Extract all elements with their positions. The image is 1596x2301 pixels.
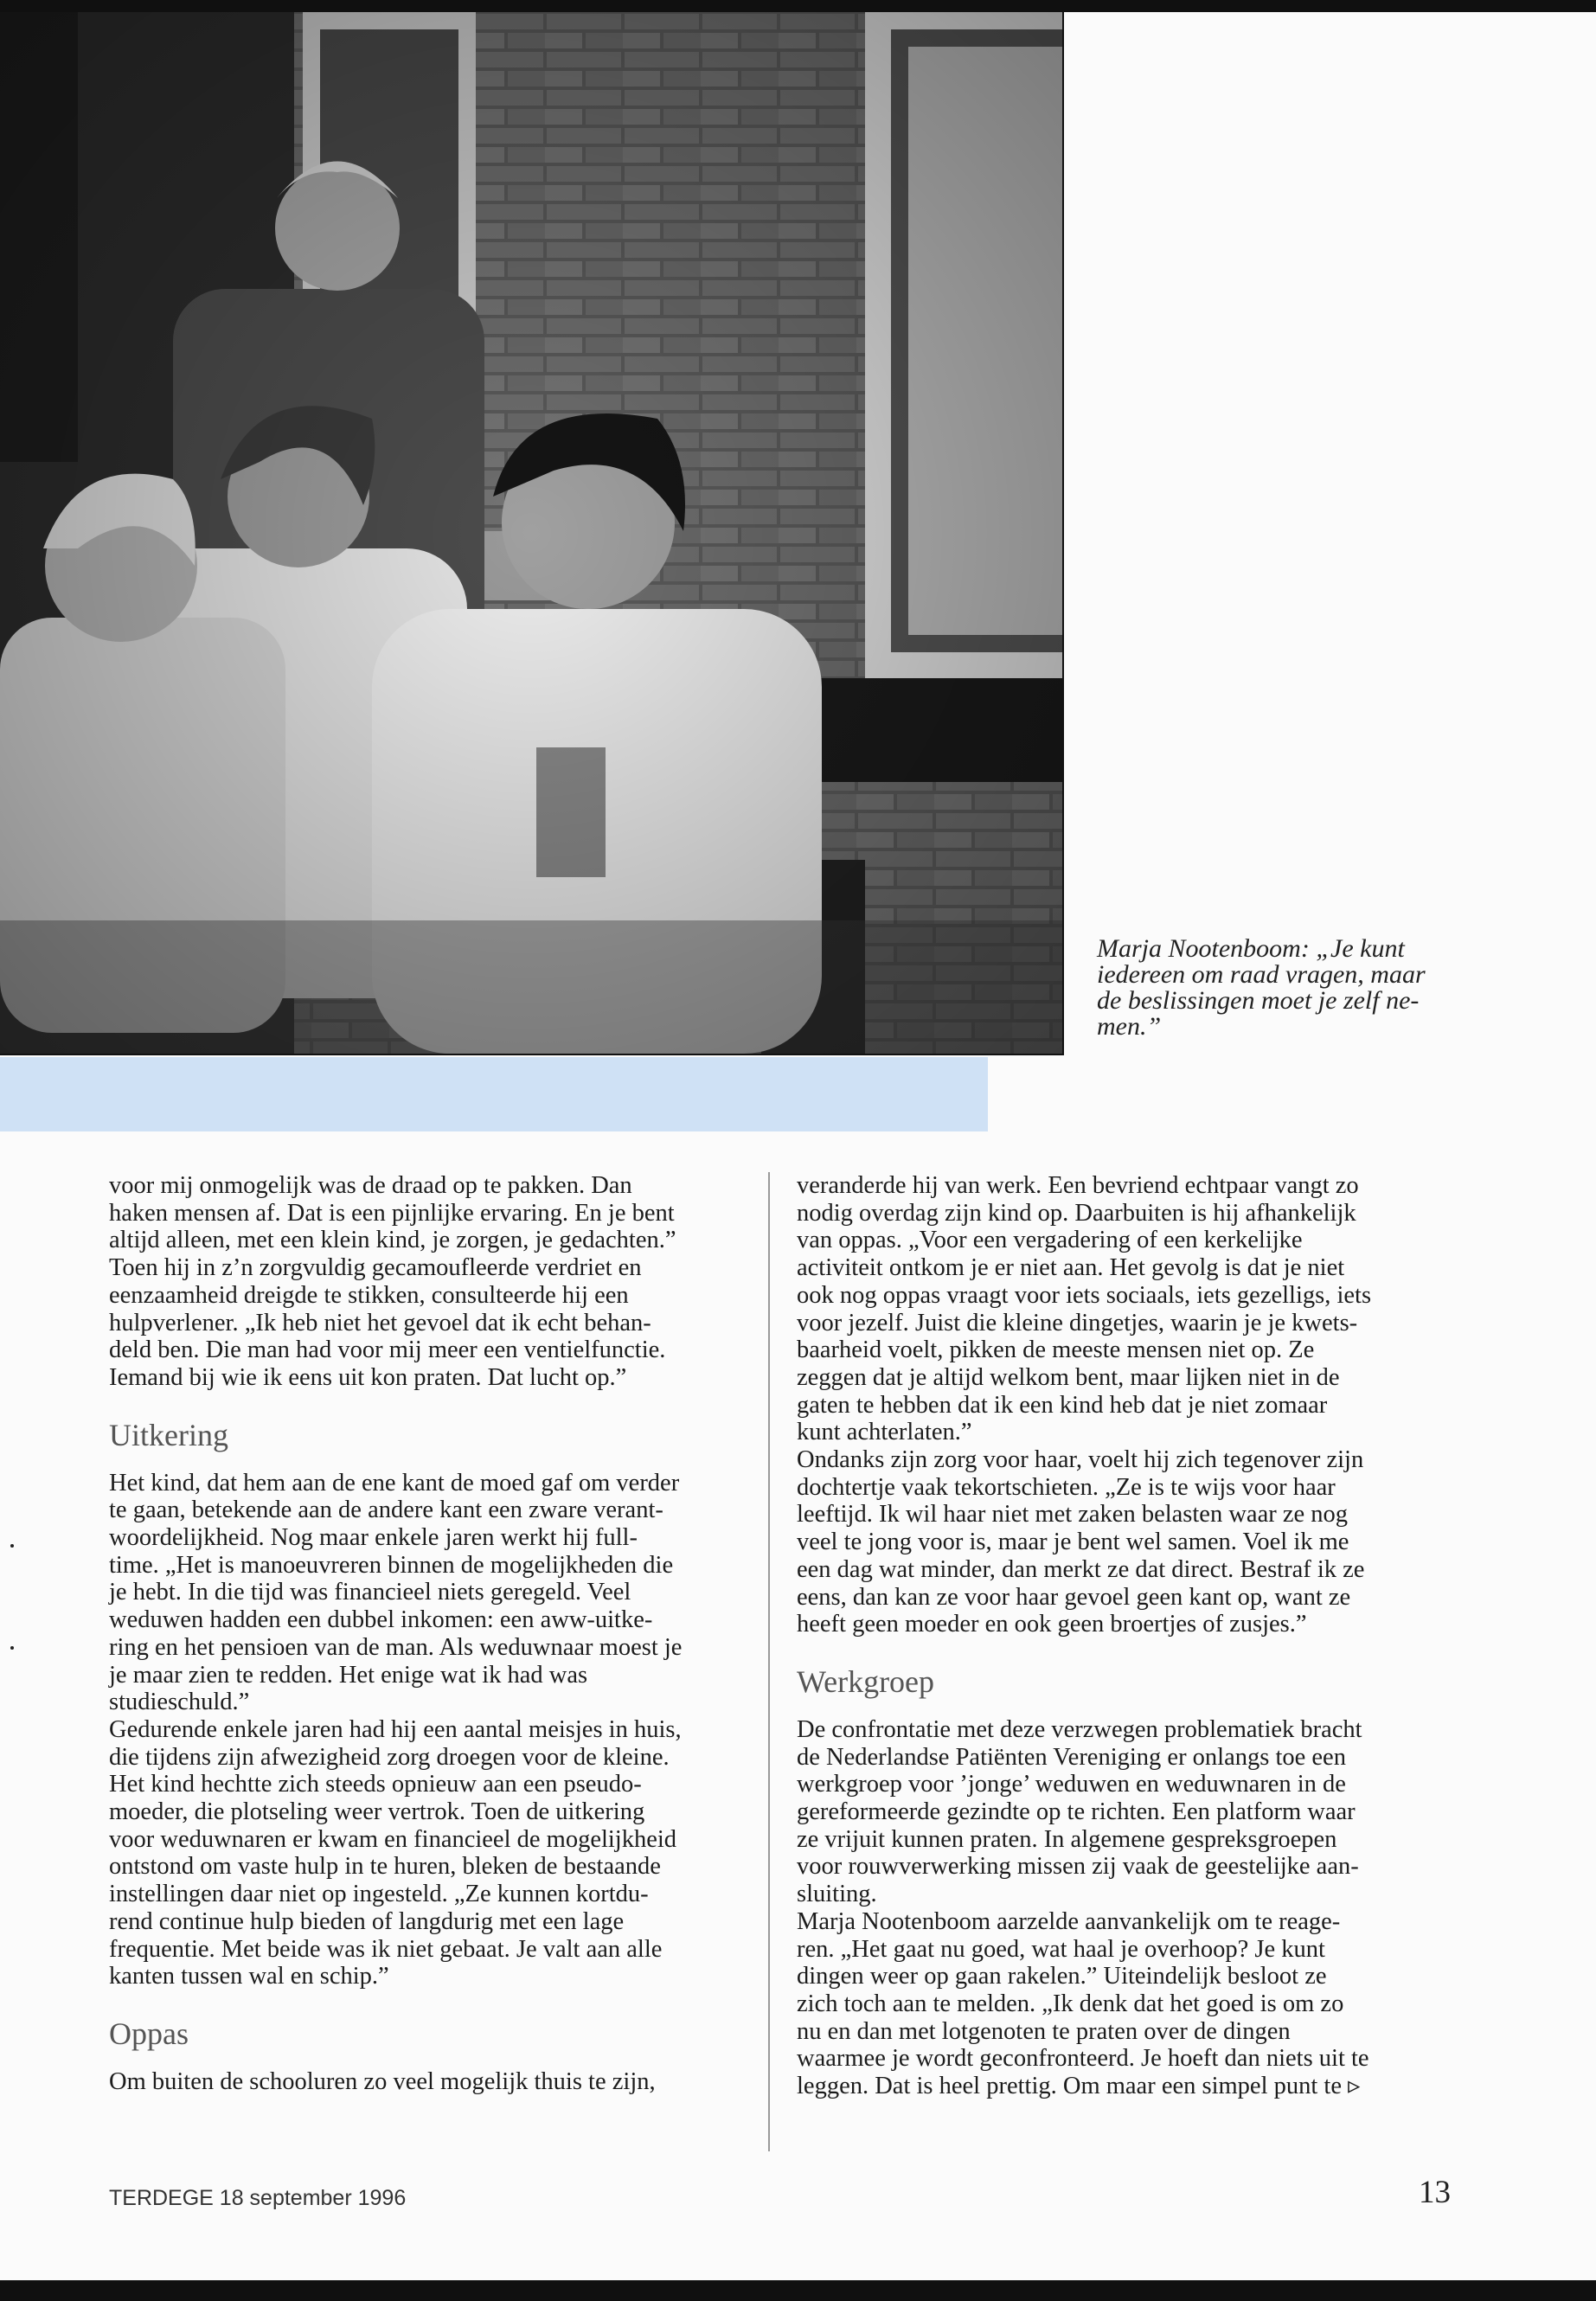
photo-caption [1097, 936, 1477, 1040]
text-line: je hebt. In die tijd was financieel niets geregeld. Veel [109, 1579, 631, 1606]
margin-mark [10, 1544, 14, 1548]
article-paragraph [797, 1716, 1437, 1908]
article-paragraph [109, 1716, 749, 1990]
text-line: eens, dan kan ze voor haar gevoel geen kant op, want ze [797, 1583, 1351, 1611]
text-line: baarheid voelt, pikken de meeste mensen niet op. Ze [797, 1336, 1315, 1364]
page-number: 13 [1419, 2175, 1451, 2210]
family-photo-illustration [0, 12, 1062, 1054]
text-line: van oppas. „Voor een vergadering of een kerkelijke [797, 1227, 1303, 1254]
text-line: altijd alleen, met een klein kind, je zorgen, je gedachten.” [109, 1227, 676, 1254]
text-line: ontstond om vaste hulp in te huren, bleken de bestaande [109, 1853, 661, 1881]
text-line: eenzaamheid dreigde te stikken, consulteerde hij een [109, 1281, 629, 1309]
text-line: hulpverlener. „Ik heb niet het gevoel dat ik echt behan- [109, 1309, 651, 1336]
text-line: Ondanks zijn zorg voor haar, voelt hij zich tegenover zijn [797, 1446, 1364, 1474]
caption-line: men.” [1097, 1012, 1162, 1041]
text-line: Iemand bij wie ik eens uit kon praten. Dat lucht op.” [109, 1363, 627, 1391]
text-line: veranderde hij van werk. Een bevriend echtpaar vangt zo [797, 1172, 1359, 1199]
text-line: leggen. Dat is heel prettig. Om maar een simpel punt te ▹ [797, 2073, 1361, 2100]
text-line: dochtertje vaak tekortschieten. „Ze is te wijs voor haar [797, 1473, 1336, 1501]
text-line: Gedurende enkele jaren had hij een aantal meisjes in huis, [109, 1715, 682, 1743]
text-line: gaten te hebben dat ik een kind heb dat je niet zomaar [797, 1391, 1328, 1419]
text-line: zich toch aan te melden. „Ik denk dat het goed is om zo [797, 1990, 1344, 2017]
article-paragraph [109, 1172, 749, 1392]
article-column-left [109, 1172, 749, 2096]
text-line: ring en het pensioen van de man. Als weduwnaar moest je [109, 1633, 683, 1661]
text-line: een dag wat minder, dan merkt ze dat direct. Bestraf ik ze [797, 1555, 1365, 1583]
text-line: moeder, die plotseling weer vertrok. Toen de uitkering [109, 1798, 645, 1826]
text-line: heeft geen moeder en ook geen broertjes of zusjes.” [797, 1611, 1307, 1638]
family-photo [0, 12, 1064, 1055]
text-line: haken mensen af. Dat is een pijnlijke ervaring. En je bent [109, 1199, 675, 1227]
text-line: nu en dan met lotgenoten te praten over de dingen [797, 2017, 1291, 2045]
margin-mark [10, 1646, 14, 1650]
text-line: Marja Nootenboom aarzelde aanvankelijk om te reage- [797, 1907, 1341, 1935]
text-line: ze vrijuit kunnen praten. In algemene gespreksgroepen [797, 1825, 1337, 1853]
section-heading: Oppas [109, 2016, 189, 2051]
text-line: die tijdens zijn afwezigheid zorg droegen voor de kleine. [109, 1743, 670, 1771]
text-line: Het kind hechtte zich steeds opnieuw aan een pseudo- [109, 1771, 642, 1798]
text-line: de Nederlandse Patiënten Vereniging er onlangs toe een [797, 1743, 1346, 1771]
text-line: voor rouwverwerking missen zij vaak de geestelijke aan- [797, 1853, 1359, 1881]
text-line: deld ben. Die man had voor mij meer een ventielfunctie. [109, 1336, 666, 1364]
article-paragraph [797, 1908, 1437, 2100]
text-line: frequentie. Met beide was ik niet gebaat. Je valt aan alle [109, 1935, 663, 1963]
article-paragraph [797, 1446, 1437, 1638]
text-line: ook nog oppas vraagt voor iets sociaals, iets gezelligs, iets [797, 1281, 1372, 1309]
text-line: rend continue hulp bieden of langdurig met een lage [109, 1907, 625, 1935]
text-line: Om buiten de schooluren zo veel mogelijk thuis te zijn, [109, 2067, 656, 2095]
text-line: zeggen dat je altijd welkom bent, maar lijken niet in de [797, 1363, 1340, 1391]
text-line: time. „Het is manoeuvreren binnen de mogelijkheden die [109, 1551, 674, 1579]
text-line: veel te jong voor is, maar je bent wel samen. Voel ik me [797, 1529, 1349, 1556]
bottom-scan-border [0, 2280, 1596, 2301]
text-line: nodig overdag zijn kind op. Daarbuiten is hij afhankelijk [797, 1199, 1356, 1227]
text-line: Het kind, dat hem aan de ene kant de moed gaf om verder [109, 1469, 680, 1497]
text-line: te gaan, betekende aan de andere kant een zware verant- [109, 1497, 663, 1524]
text-line: gereformeerde gezindte op te richten. Een platform waar [797, 1798, 1356, 1826]
article-column-right [797, 1172, 1437, 2100]
text-line: dingen weer op gaan rakelen.” Uiteindelijk besloot ze [797, 1963, 1327, 1990]
text-line: voor jezelf. Juist die kleine dingetjes, waarin je je kwets- [797, 1309, 1358, 1336]
light-blue-band [0, 1057, 988, 1131]
text-line: kunt achterlaten.” [797, 1419, 972, 1446]
article-paragraph [797, 1172, 1437, 1446]
top-scan-border [0, 0, 1596, 12]
article-paragraph [109, 1470, 749, 1716]
section-heading: Werkgroep [797, 1663, 935, 1699]
text-line: studieschuld.” [109, 1689, 250, 1716]
text-line: woordelijkheid. Nog maar enkele jaren werkt hij full- [109, 1524, 638, 1552]
caption-line: de beslissingen moet je zelf ne- [1097, 986, 1420, 1015]
column-divider [768, 1172, 770, 2151]
text-line: instellingen daar niet op ingesteld. „Ze kunnen kortdu- [109, 1881, 649, 1908]
caption-line: Marja Nootenboom: „Je kunt [1097, 934, 1405, 963]
article-paragraph [109, 2068, 749, 2096]
publication-footer: TERDEGE 18 september 1996 [109, 2186, 407, 2210]
text-line: Toen hij in z’n zorgvuldig gecamoufleerde verdriet en [109, 1254, 642, 1282]
text-line: De confrontatie met deze verzwegen problematiek bracht [797, 1715, 1362, 1743]
text-line: werkgroep voor ’jonge’ weduwen en weduwnaren in de [797, 1771, 1346, 1798]
text-line: waarmee je wordt geconfronteerd. Je hoeft dan niets uit te [797, 2045, 1369, 2073]
text-line: kanten tussen wal en schip.” [109, 1963, 389, 1990]
text-line: weduwen hadden een dubbel inkomen: een aww-uitke- [109, 1606, 653, 1634]
text-line: voor mij onmogelijk was de draad op te pakken. Dan [109, 1172, 632, 1199]
text-line: voor weduwnaren er kwam en financieel de mogelijkheid [109, 1825, 677, 1853]
caption-line: iedereen om raad vragen, maar [1097, 960, 1426, 989]
text-line: leeftijd. Ik wil haar niet met zaken belasten waar ze nog [797, 1501, 1349, 1529]
text-line: activiteit ontkom je er niet aan. Het gevolg is dat je niet [797, 1254, 1345, 1282]
text-line: ren. „Het gaat nu goed, wat haal je overhoop? Je kunt [797, 1935, 1325, 1963]
text-line: sluiting. [797, 1881, 877, 1908]
section-heading: Uitkering [109, 1417, 228, 1452]
text-line: je maar zien te redden. Het enige wat ik had was [109, 1661, 588, 1689]
